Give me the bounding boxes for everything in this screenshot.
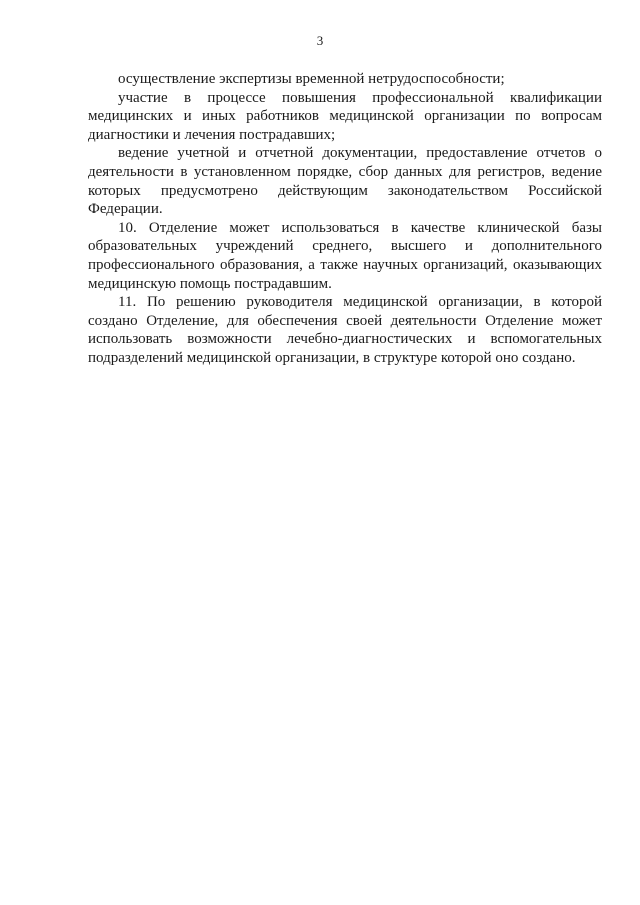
paragraph-documentation: ведение учетной и отчетной документации, предоставление отчетов о деятельности в установленном порядке, сбор данных для регистров, ведение которых предусмотрено действующим законодательством Российской Федерации.	[88, 145, 602, 218]
paragraph-organization-resources: 11. По решению руководителя медицинской организации, в которой создано Отделение, для обеспечения своей деятельности Отделение может использовать возможности лечебно-диагностических и вспомогательных подразделений медицинской организации, в структуре которой оно создано.	[88, 294, 602, 366]
paragraph-qualification: участие в процессе повышения профессиональной квалификации медицинских и иных работников медицинской организации по вопросам диагностики и лечения пострадавших;	[88, 89, 602, 143]
page-number: 3	[316, 33, 324, 48]
paragraph-clinical-base: 10. Отделение может использоваться в качестве клинической базы образовательных учреждений среднего, высшего и дополнительного профессионального образования, а также научных организаций, оказывающих медицинскую помощь пострадавшим.	[88, 219, 602, 292]
paragraph-expertise: осуществление экспертизы временной нетрудоспособности;	[118, 71, 505, 87]
document-body	[88, 70, 602, 368]
